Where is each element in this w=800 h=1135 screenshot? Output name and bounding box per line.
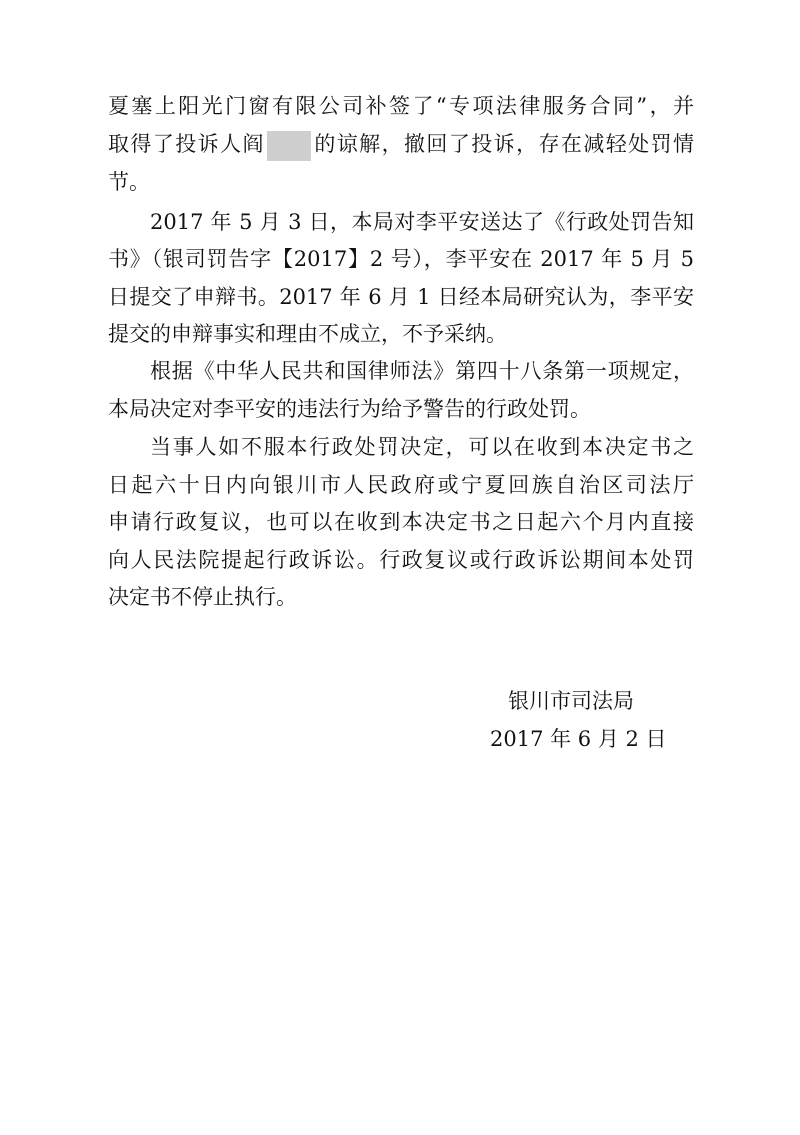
body-line: 向人民法院提起行政诉讼。行政复议或行政诉讼期间本处罚 bbox=[108, 548, 694, 572]
body-line bbox=[108, 127, 694, 161]
paragraph-first-line: 2017 年 5 月 3 日，本局对李平安送达了《行政处罚告知 bbox=[150, 210, 694, 234]
signature-date: 2017 年 6 月 2 日 bbox=[490, 727, 667, 751]
paragraph-first-line: 根据《中华人民共和国律师法》第四十八条第一项规定， bbox=[150, 359, 694, 383]
body-line: 节。 bbox=[108, 170, 150, 194]
body-line: 书》（银司罚告字【2017】2 号），李平安在 2017 年 5 月 5 bbox=[108, 247, 694, 271]
body-text-fragment: 取得了投诉人阎 bbox=[108, 132, 265, 156]
body-text-fragment: 的谅解，撤回了投诉，存在减轻处罚情 bbox=[312, 132, 694, 156]
body-line: 夏塞上阳光门窗有限公司补签了“专项法律服务合同”，并 bbox=[108, 94, 694, 118]
signature-org: 银川市司法局 bbox=[508, 689, 634, 713]
paragraph-first-line: 当事人如不服本行政处罚决定，可以在收到本决定书之 bbox=[150, 435, 694, 459]
redacted-name-block bbox=[267, 131, 311, 161]
body-line: 日提交了申辩书。2017 年 6 月 1 日经本局研究认为，李平安 bbox=[108, 285, 694, 309]
body-line: 本局决定对李平安的违法行为给予警告的行政处罚。 bbox=[108, 397, 591, 421]
body-line: 决定书不停止执行。 bbox=[108, 585, 297, 609]
body-line: 提交的申辩事实和理由不成立，不予采纳。 bbox=[108, 322, 507, 346]
body-line: 日起六十日内向银川市人民政府或宁夏回族自治区司法厅 bbox=[108, 473, 694, 497]
body-line: 申请行政复议，也可以在收到本决定书之日起六个月内直接 bbox=[108, 510, 694, 534]
